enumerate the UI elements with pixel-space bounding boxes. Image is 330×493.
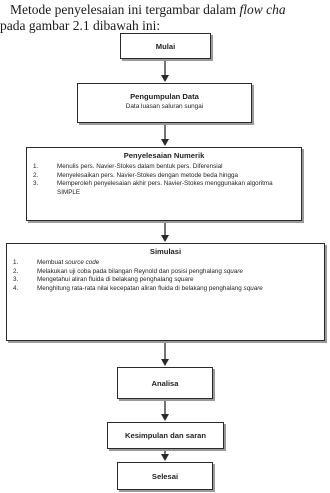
conclusion-label: Kesimpulan dan saran	[124, 431, 207, 440]
simulation-step	[7, 268, 324, 277]
analysis-label: Analisa	[151, 378, 179, 388]
numerical-step	[27, 163, 301, 172]
start-node	[120, 33, 211, 59]
simulation-title: Simulasi	[149, 247, 182, 256]
step-number: 3.	[33, 180, 39, 188]
step-number: 2.	[13, 267, 19, 275]
step-number: 1.	[33, 163, 39, 170]
simulation-node	[6, 243, 325, 341]
conclusion-node	[107, 422, 224, 449]
numerical-step	[27, 180, 301, 197]
step-text: Memperoleh penyelesaian akhir pers. Navier-Stokes menggunakan algoritma SIMPLE	[57, 180, 273, 196]
simulation-step	[7, 259, 324, 268]
numerical-solution-node	[26, 147, 302, 221]
end-label: Selesai	[151, 471, 179, 481]
intro-line-2: pada gambar 2.1 dibawah ini:	[0, 18, 161, 33]
step-text: Menghitung rata-rata nilai kecepatan aliran fluida di belakang penghalang square	[37, 284, 263, 292]
simulation-step	[7, 276, 324, 285]
analysis-node	[117, 367, 213, 399]
data-collection-node	[77, 83, 252, 123]
end-node	[117, 462, 213, 490]
numerical-step	[27, 172, 301, 181]
step-text: Membuat source code	[37, 259, 100, 266]
step-text: Mengetahui aliran fluida di belakang penghalang square	[37, 276, 194, 284]
step-number: 2.	[33, 171, 39, 179]
step-text: Menulis pers. Navier-Stokes dalam bentuk pers. Diferensial	[57, 163, 223, 170]
step-number: 4.	[13, 284, 19, 292]
numerical-solution-steps	[27, 163, 301, 197]
intro-line-1-italic: flow cha	[239, 2, 286, 17]
step-text: Menyelesaikan pers. Navier-Stokes dengan metode beda hingga	[57, 171, 238, 179]
step-text: Melakukan uji coba pada bilangan Reynold dan posisi penghalang square	[37, 267, 243, 275]
simulation-steps	[7, 259, 324, 293]
start-label: Mulai	[155, 41, 176, 51]
step-number: 1.	[13, 259, 19, 266]
data-collection-subtitle: Data luasan saluran sungai	[125, 103, 204, 110]
simulation-step	[7, 285, 324, 294]
numerical-solution-title: Penyelesaian Numerik	[123, 151, 205, 160]
data-collection-title: Pengumpulan Data	[130, 92, 199, 101]
step-number: 3.	[13, 276, 19, 284]
intro-line-1-text: Metode penyelesaian ini tergambar dalam	[10, 2, 240, 17]
